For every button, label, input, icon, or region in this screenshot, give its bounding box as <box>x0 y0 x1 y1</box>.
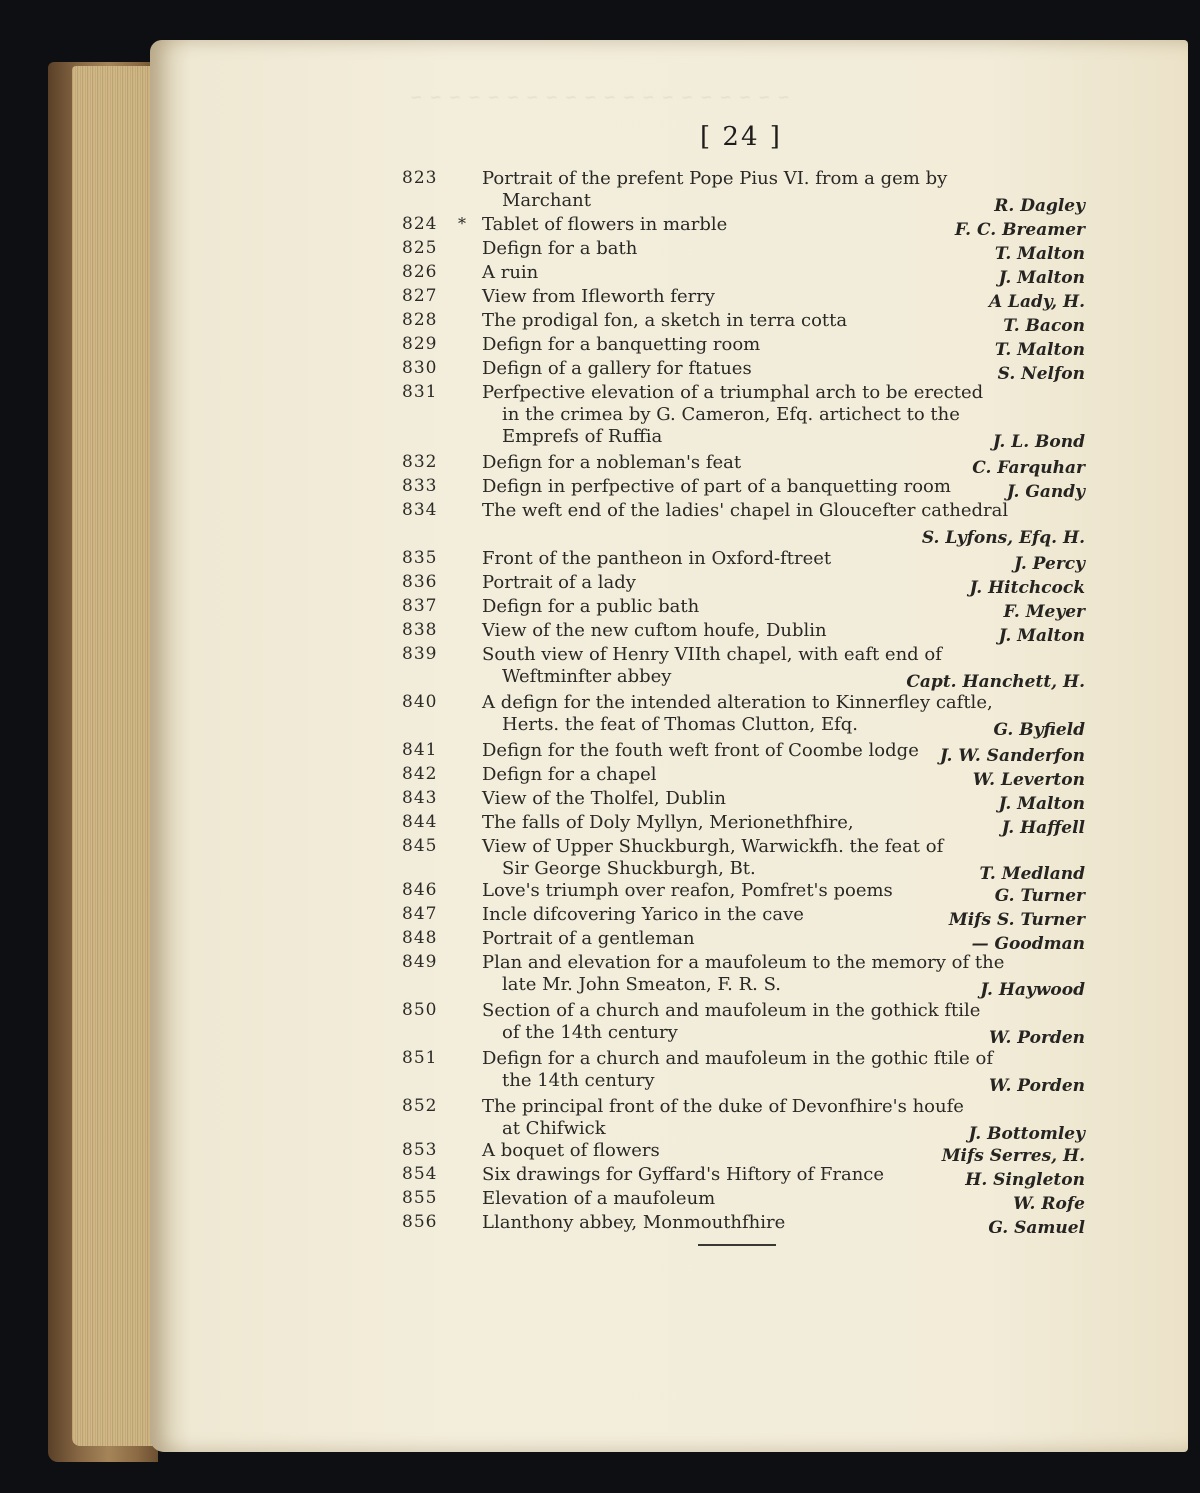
entry-title: View of the Tholfel, Dublin <box>482 788 727 809</box>
entry-artist: T. Malton <box>994 244 1085 264</box>
entry-title-continuation: late Mr. John Smeaton, F. R. S. <box>502 974 781 995</box>
entry-title: Defign for a banquetting room <box>482 334 761 355</box>
entry-title: The falls of Doly Myllyn, Merionethfhire, <box>482 812 854 833</box>
bleed-through-text: ~ ~ ~ ~ ~ ~ ~ ~ ~ ~ ~ ~ ~ ~ ~ ~ ~ ~ ~ ~ <box>409 88 790 106</box>
entry-artist: F. Meyer <box>1003 602 1085 622</box>
page-number: [ 24 ] <box>700 122 782 152</box>
entry-artist: Capt. Hanchett, H. <box>906 672 1085 692</box>
entry-artist: J. L. Bond <box>992 432 1085 452</box>
entry-title: Defign for a nobleman's feat <box>482 452 742 473</box>
entry-title-continuation: Herts. the feat of Thomas Clutton, Efq. <box>502 714 858 735</box>
entry-number: 855 <box>402 1188 438 1208</box>
entry-title: Defign for a church and maufoleum in the gothic ftile of <box>482 1048 994 1069</box>
entry-number: 833 <box>402 476 438 496</box>
entry-title: Defign for a bath <box>482 238 638 259</box>
entry-artist: J. Malton <box>998 794 1085 814</box>
entry-title: Portrait of the prefent Pope Pius VI. from a gem by <box>482 168 948 189</box>
entry-artist: J. Gandy <box>1006 482 1085 502</box>
entry-artist: J. Malton <box>998 626 1085 646</box>
entry-number: 846 <box>402 880 438 900</box>
entry-title: Defign for the fouth weft front of Coombe lodge <box>482 740 919 761</box>
entry-artist: W. Porden <box>989 1076 1085 1096</box>
entry-number: 842 <box>402 764 438 784</box>
entry-artist: S. Lyfons, Efq. H. <box>921 528 1085 548</box>
entry-title-continuation: Marchant <box>502 190 591 211</box>
entry-title: Defign for a public bath <box>482 596 700 617</box>
entry-artist: J. Haywood <box>980 980 1085 1000</box>
entry-artist: W. Leverton <box>972 770 1085 790</box>
entry-title: A ruin <box>482 262 539 283</box>
entry-title: Llanthony abbey, Monmouthfhire <box>482 1212 786 1233</box>
entry-number: 839 <box>402 644 438 664</box>
entry-number: 848 <box>402 928 438 948</box>
entry-title-continuation: Weftminfter abbey <box>502 666 672 687</box>
entry-title: Front of the pantheon in Oxford-ftreet <box>482 548 832 569</box>
entry-number: 843 <box>402 788 438 808</box>
entry-number: 850 <box>402 1000 438 1020</box>
entry-number: 823 <box>402 168 438 188</box>
entry-artist: Mifs S. Turner <box>948 910 1085 930</box>
entry-title: The weft end of the ladies' chapel in Gloucefter cathedral <box>482 500 1009 521</box>
entry-title: Elevation of a maufoleum <box>482 1188 716 1209</box>
entry-artist: T. Medland <box>979 864 1085 884</box>
entry-title: A defign for the intended alteration to Kinnerfley caftle, <box>482 692 993 713</box>
entry-title-continuation: Emprefs of Ruffia <box>502 426 663 447</box>
entry-number: 836 <box>402 572 438 592</box>
entry-number: 837 <box>402 596 438 616</box>
entry-artist: J. Haffell <box>1001 818 1085 838</box>
entry-number: 826 <box>402 262 438 282</box>
entry-artist: R. Dagley <box>994 196 1085 216</box>
entry-number: 832 <box>402 452 438 472</box>
entry-title: Defign of a gallery for ftatues <box>482 358 752 379</box>
entry-number: 825 <box>402 238 438 258</box>
entry-artist: F. C. Breamer <box>954 220 1085 240</box>
entry-number: 827 <box>402 286 438 306</box>
asterisk-mark: * <box>458 214 466 233</box>
entry-title: View of the new cuftom houfe, Dublin <box>482 620 827 641</box>
entry-number: 847 <box>402 904 438 924</box>
entry-title: Love's triumph over reafon, Pomfret's poems <box>482 880 893 901</box>
entry-artist: G. Samuel <box>988 1218 1085 1238</box>
entry-number: 828 <box>402 310 438 330</box>
entry-title-continuation: the 14th century <box>502 1070 655 1091</box>
entry-artist: J. Percy <box>1014 554 1085 574</box>
entry-number: 844 <box>402 812 438 832</box>
entry-number: 834 <box>402 500 438 520</box>
entry-title: Portrait of a lady <box>482 572 636 593</box>
entry-title: Six drawings for Gyffard's Hiftory of France <box>482 1164 885 1185</box>
entry-artist: H. Singleton <box>965 1170 1085 1190</box>
entry-number: 852 <box>402 1096 438 1116</box>
end-rule <box>698 1244 776 1246</box>
entry-title: Defign for a chapel <box>482 764 657 785</box>
entry-title-continuation: in the crimea by G. Cameron, Efq. artichect to the <box>502 404 960 425</box>
entry-title: A boquet of flowers <box>482 1140 660 1161</box>
entry-artist: J. Bottomley <box>968 1124 1085 1144</box>
entry-number: 853 <box>402 1140 438 1160</box>
entry-artist: G. Byfield <box>993 720 1085 740</box>
page-edges <box>72 66 162 1446</box>
entry-number: 835 <box>402 548 438 568</box>
entry-title: Section of a church and maufoleum in the gothick ftile <box>482 1000 981 1021</box>
entry-artist: T. Malton <box>994 340 1085 360</box>
entry-title: Incle difcovering Yarico in the cave <box>482 904 804 925</box>
entry-title-continuation: Sir George Shuckburgh, Bt. <box>502 858 756 879</box>
entry-artist: W. Rofe <box>1013 1194 1085 1214</box>
entry-title: Plan and elevation for a maufoleum to the memory of the <box>482 952 1005 973</box>
entry-artist: G. Turner <box>994 886 1085 906</box>
entry-artist: S. Nelfon <box>997 364 1085 384</box>
entry-title: View of Upper Shuckburgh, Warwickfh. the feat of <box>482 836 944 857</box>
entry-title: The prodigal fon, a sketch in terra cotta <box>482 310 848 331</box>
entry-number: 851 <box>402 1048 438 1068</box>
entry-title: Defign in perfpective of part of a banquetting room <box>482 476 951 497</box>
entry-title: Perfpective elevation of a triumphal arch to be erected <box>482 382 984 403</box>
entry-artist: J. Hitchcock <box>969 578 1085 598</box>
entry-title-continuation: at Chifwick <box>502 1118 606 1139</box>
entry-artist: C. Farquhar <box>972 458 1085 478</box>
entry-artist: J. Malton <box>998 268 1085 288</box>
entry-title: South view of Henry VIIth chapel, with eaft end of <box>482 644 942 665</box>
entry-title-continuation: of the 14th century <box>502 1022 678 1043</box>
entry-number: 829 <box>402 334 438 354</box>
entry-artist: T. Bacon <box>1003 316 1085 336</box>
entry-number: 831 <box>402 382 438 402</box>
entry-title: Portrait of a gentleman <box>482 928 695 949</box>
entry-number: 845 <box>402 836 438 856</box>
entry-artist: J. W. Sanderfon <box>939 746 1085 766</box>
entry-number: 841 <box>402 740 438 760</box>
entry-title: Tablet of flowers in marble <box>482 214 728 235</box>
entry-number: 849 <box>402 952 438 972</box>
entry-number: 854 <box>402 1164 438 1184</box>
entry-number: 824 <box>402 214 438 234</box>
entry-artist: Mifs Serres, H. <box>941 1146 1085 1166</box>
entry-title: View from Ifleworth ferry <box>482 286 715 307</box>
entry-title: The principal front of the duke of Devonfhire's houfe <box>482 1096 964 1117</box>
entry-number: 838 <box>402 620 438 640</box>
entry-artist: — Goodman <box>971 934 1085 954</box>
entry-artist: A Lady, H. <box>988 292 1085 312</box>
entry-artist: W. Porden <box>989 1028 1085 1048</box>
entry-number: 840 <box>402 692 438 712</box>
entry-number: 830 <box>402 358 438 378</box>
entry-number: 856 <box>402 1212 438 1232</box>
